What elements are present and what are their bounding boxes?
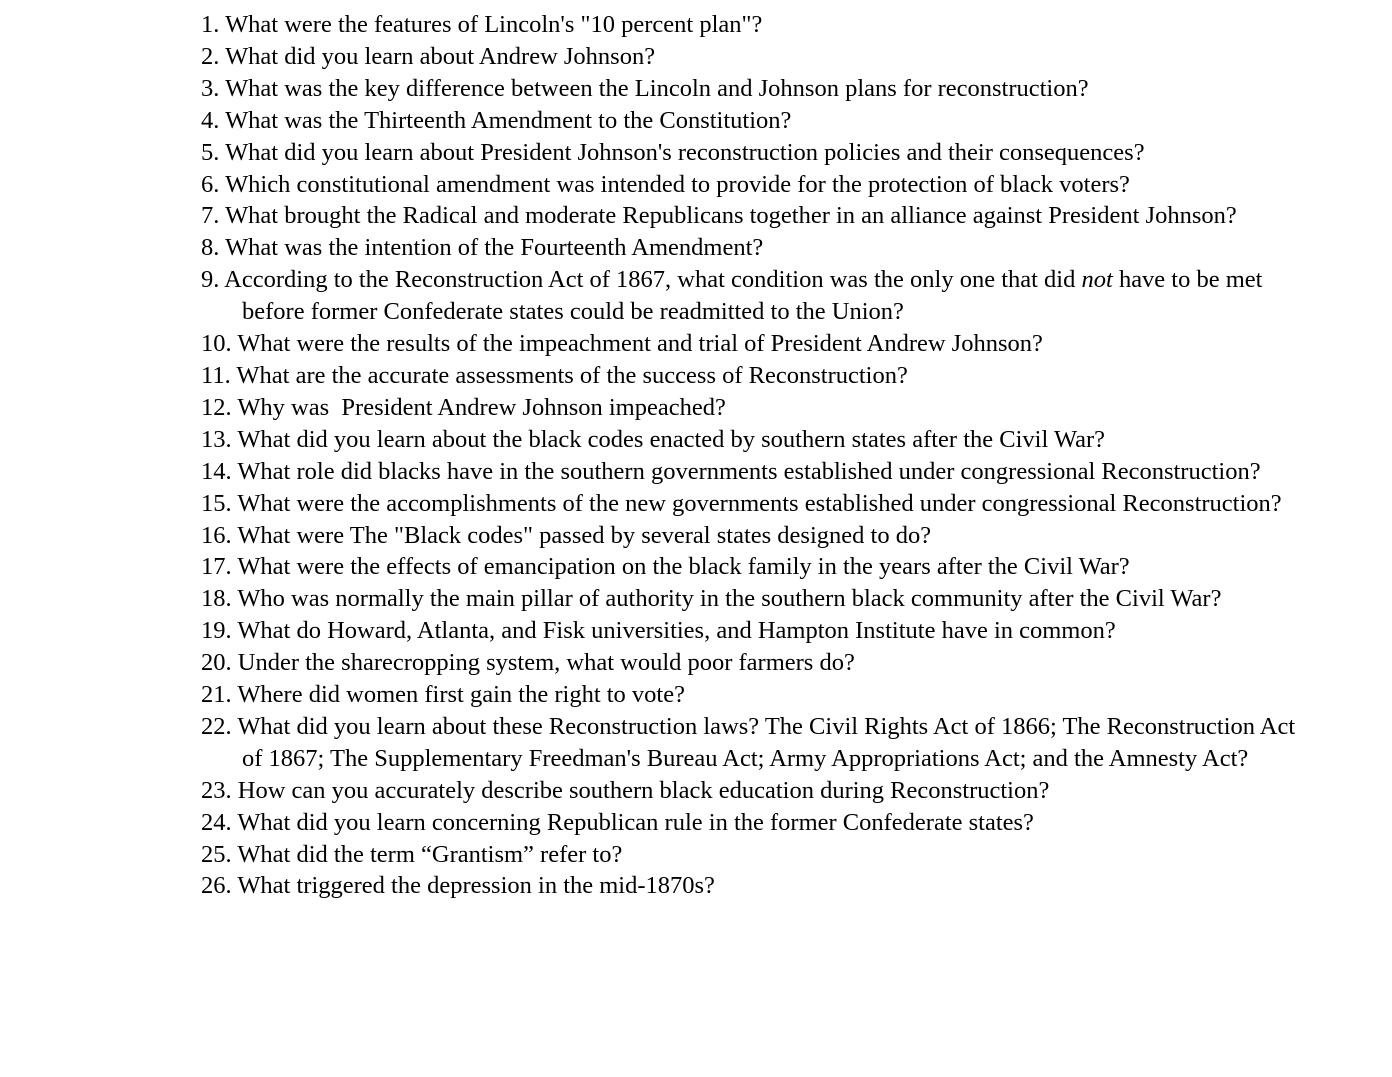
question-number: 10. (201, 330, 232, 358)
question-number: 19. (201, 617, 232, 645)
question-text: Who was normally the main pillar of authority in the southern black community after the Civil War? (237, 585, 1222, 613)
question-number: 9. (201, 266, 220, 294)
question-text: What was the intention of the Fourteenth Amendment? (225, 234, 764, 262)
question-text: What were the results of the impeachment and trial of President Andrew Johnson? (237, 330, 1043, 358)
question-number: 15. (201, 489, 232, 517)
question-item-11 (201, 360, 1301, 392)
question-item-3 (201, 73, 1301, 105)
question-item-22 (201, 711, 1301, 775)
question-item-2 (201, 41, 1301, 73)
question-item-15 (201, 488, 1301, 520)
question-document (201, 9, 1301, 902)
question-item-21 (201, 679, 1301, 711)
question-number: 17. (201, 553, 232, 581)
question-item-17 (201, 551, 1301, 583)
question-text: What was the Thirteenth Amendment to the Constitution? (225, 106, 792, 134)
question-number: 4. (201, 106, 220, 134)
question-item-18 (201, 583, 1301, 615)
question-item-8 (201, 232, 1301, 264)
question-number: 8. (201, 234, 220, 262)
question-item-14 (201, 456, 1301, 488)
question-item-1 (201, 9, 1301, 41)
question-number: 11. (201, 361, 231, 389)
question-item-10 (201, 328, 1301, 360)
question-item-23 (201, 775, 1301, 807)
question-item-12 (201, 392, 1301, 424)
question-number: 16. (201, 521, 232, 549)
question-text: What brought the Radical and moderate Republicans together in an alliance against President Johnson? (225, 202, 1237, 230)
question-text: What did you learn about President Johnson's reconstruction policies and their consequences? (225, 138, 1145, 166)
question-text: What were The "Black codes" passed by several states designed to do? (237, 521, 932, 549)
question-text: Where did women first gain the right to vote? (237, 681, 685, 709)
question-text: What do Howard, Atlanta, and Fisk universities, and Hampton Institute have in common? (237, 617, 1116, 645)
question-item-26 (201, 870, 1301, 902)
question-text-emphasis: not (1081, 266, 1113, 294)
question-text: How can you accurately describe southern black education during Reconstruction? (237, 776, 1050, 804)
question-text: What did you learn concerning Republican rule in the former Confederate states? (237, 808, 1034, 836)
question-item-16 (201, 520, 1301, 552)
question-number: 24. (201, 808, 232, 836)
question-number: 5. (201, 138, 220, 166)
question-number: 26. (201, 872, 232, 900)
question-item-13 (201, 424, 1301, 456)
question-text: What were the accomplishments of the new governments established under congressional Reconstruction? (237, 489, 1282, 517)
question-text: What was the key difference between the Lincoln and Johnson plans for reconstruction? (225, 74, 1089, 102)
question-number: 13. (201, 425, 232, 453)
question-item-4 (201, 105, 1301, 137)
question-number: 7. (201, 202, 220, 230)
question-number: 6. (201, 170, 220, 198)
question-number: 21. (201, 681, 232, 709)
question-text: What triggered the depression in the mid-1870s? (237, 872, 715, 900)
question-item-9 (201, 264, 1301, 328)
question-number: 20. (201, 649, 232, 677)
question-item-19 (201, 615, 1301, 647)
question-text: What were the effects of emancipation on the black family in the years after the Civil War? (237, 553, 1130, 581)
question-number: 14. (201, 457, 232, 485)
question-number: 12. (201, 393, 232, 421)
question-list (201, 9, 1301, 902)
question-text: Which constitutional amendment was intended to provide for the protection of black voters? (225, 170, 1130, 198)
question-text-before: According to the Reconstruction Act of 1867, what condition was the only one that did (224, 266, 1082, 294)
question-number: 25. (201, 840, 232, 868)
question-number: 22. (201, 712, 232, 740)
question-text: Under the sharecropping system, what would poor farmers do? (237, 649, 855, 677)
question-item-25 (201, 839, 1301, 871)
question-text-after: have to be met before former Confederate states could be readmitted to the Union? (242, 266, 1263, 326)
question-text: What are the accurate assessments of the success of Reconstruction? (236, 361, 908, 389)
question-number: 3. (201, 74, 220, 102)
question-text: What were the features of Lincoln's "10 percent plan"? (225, 11, 763, 38)
question-item-24 (201, 807, 1301, 839)
question-item-7 (201, 200, 1301, 232)
question-text: What did the term “Grantism” refer to? (237, 840, 623, 868)
question-text: What did you learn about Andrew Johnson? (225, 42, 656, 70)
question-number: 23. (201, 776, 232, 804)
question-text: What role did blacks have in the southern governments established under congressional Reconstruction? (237, 457, 1261, 485)
question-item-5 (201, 137, 1301, 169)
question-text: What did you learn about the black codes enacted by southern states after the Civil War? (237, 425, 1106, 453)
question-number: 18. (201, 585, 232, 613)
question-text: Why was President Andrew Johnson impeached? (237, 393, 726, 421)
question-item-20 (201, 647, 1301, 679)
question-text: What did you learn about these Reconstruction laws? The Civil Rights Act of 1866; The Reconstruction Act of 1867; The Supplementary Freedman's Bureau Act; Army Appropriations Act; and the Amnesty Act? (237, 712, 1296, 772)
question-item-6 (201, 169, 1301, 201)
question-number: 1. (201, 11, 220, 38)
question-number: 2. (201, 42, 220, 70)
